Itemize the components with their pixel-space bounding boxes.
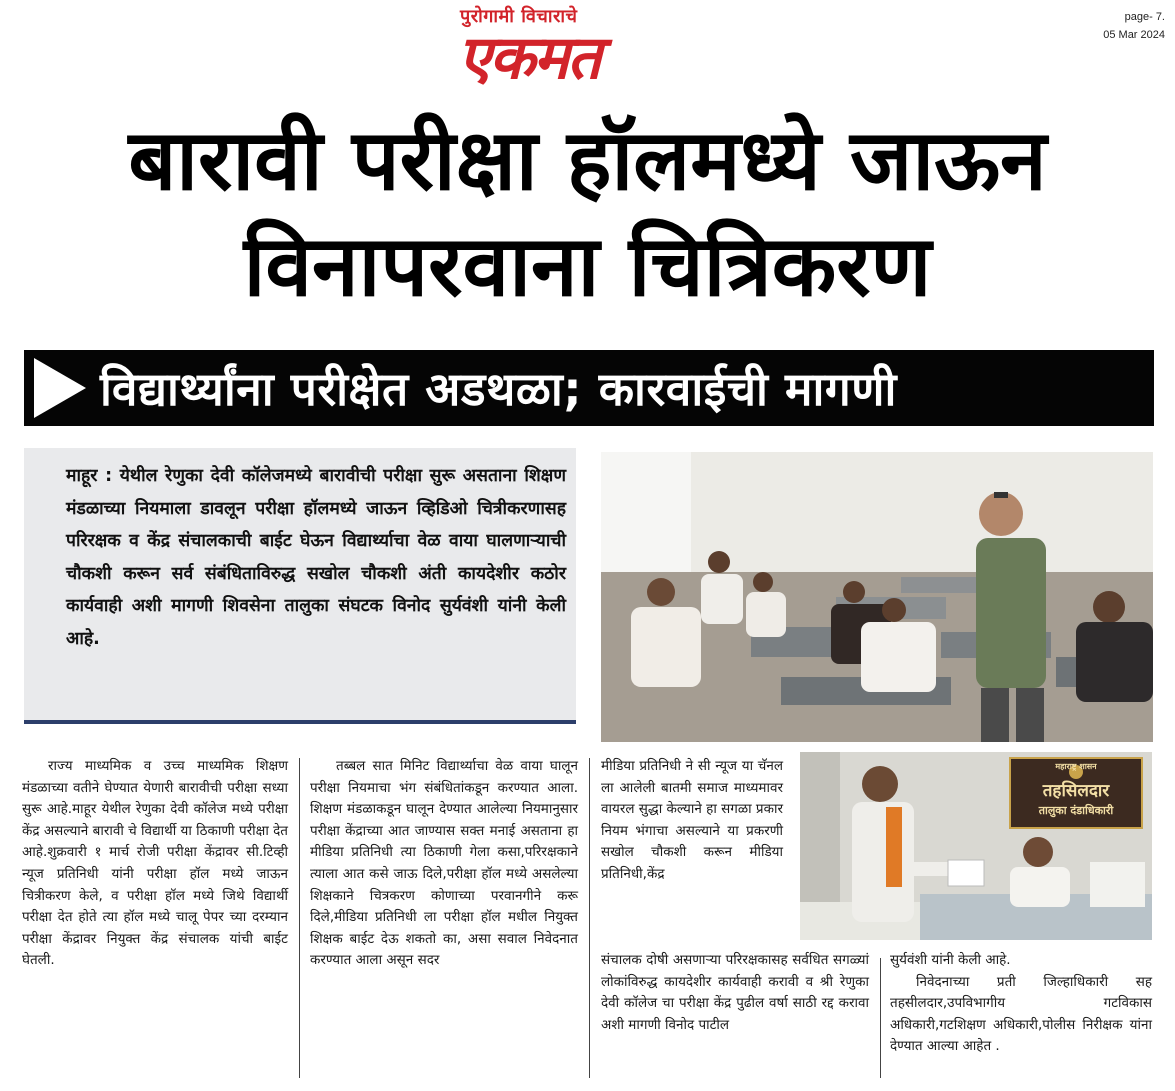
subheadline: विद्यार्थ्यांना परीक्षेत अडथळा; कारवाईची मागणी [100,362,897,416]
nameplate-top: महाराष्ट्र शासन [1055,762,1097,771]
headline-line-1: बारावी परीक्षा हॉलमध्ये जाऊन [128,111,1047,209]
lead-box [24,448,576,724]
nameplate-title: तहसिलदार [1042,781,1110,801]
publication-date: 05 Mar 2024 [1103,29,1165,41]
lead-paragraph: माहूर : येथील रेणुका देवी कॉलेजमध्ये बारावीची परीक्षा सुरू असताना शिक्षण मंडळाच्या नियमाला डावलून परीक्षा हॉलमध्ये जाऊन व्हिडिओ चित्रीकरणासह परिरक्षक व केंद्र संचालकाची बाईट घेऊन विद्यार्थ्याचा वेळ वाया घालणाऱ्याची चौकशी करून सर्व संबंधिताविरुद्ध सखोल चौकशी अंती कायदेशीर कठोर कार्यवाही अशी मागणी शिवसेना तालुका संघटक विनोद सुर्यवंशी यांनी केली आहे. [66,466,566,649]
article-column-1 [22,756,288,972]
article-paragraph: संचालक दोषी असणाऱ्या परिरक्षकासह सर्वधित सगळ्यां लोकांविरुद्ध कायदेशीर कार्यवाही करावी व श्री रेणुका देवी कॉलेज चा परीक्षा केंद्र पुढील वर्षा साठी रद्द करावा अशी मागणी विनोद पाटील [601,952,869,1033]
article-paragraph: निवेदनाच्या प्रती जिल्हाधिकारी सह तहसीलदार,उपविभागीय गटविकास अधिकारी,गटशिक्षण अधिकारी,पोलीस निरीक्षक यांना देण्यात आल्या आहेत . [890,973,1152,1055]
article-column-4 [890,950,1152,1058]
exam-hall-illustration [601,452,1153,742]
tahsildar-office-photo [800,752,1152,940]
nameplate-board [1010,762,1142,818]
article-paragraph: सुर्यवंशी यांनी केली आहे. [890,952,1011,968]
column-divider [880,958,881,1078]
subheadline-bar [24,350,1154,426]
headline-line-2: विनापरवाना चित्रिकरण [243,217,932,315]
masthead [430,4,730,96]
exam-hall-photo [601,452,1153,742]
column-divider [299,758,300,1078]
newspaper-logo: एकमत [458,23,600,93]
masthead-tagline: पुरोगामी विचाराचे [460,6,578,27]
article-column-2 [310,756,578,972]
column-divider [589,758,590,1078]
nameplate-sub: तालुका दंडाधिकारी [1038,804,1114,817]
article-paragraph: राज्य माध्यमिक व उच्च माध्यमिक शिक्षण मंडळाच्या वतीने घेण्यात येणारी बारावीची परीक्षा सध्या सुरू आहे.माहूर येथील रेणुका देवी कॉलेज मध्ये परीक्षा केंद्र असल्याने बारावी चे विद्यार्थी या ठिकाणी परीक्षा देत आहे.शुक्रवारी १ मार्च रोजी परीक्षा केंद्रावर सी.टिव्ही न्यूज प्रतिनिधी यांनी परीक्षा हॉल मध्ये जाऊन चित्रीकरण केले, व परीक्षा हॉल मध्ये जिथे विद्यार्थी परीक्षा देत होते त्या हॉल मध्ये चालू पेपर च्या दरम्यान परीक्षा केंद्रावर नियुक्त केंद्र संचालक यांची बाईट घेतली. [22,758,288,969]
page-number: page- 7. [1124,11,1165,23]
article-column-3-bottom [601,950,869,1036]
article-paragraph: मीडिया प्रतिनिधी ने सी न्यूज या चॅनल ला आलेली बातमी समाज माध्यमावर वायरल सुद्धा केल्याने हा सगळा प्रकार नियम भंगाचा असल्याने या प्रकरणी सखोल चौकशी करून मीडिया प्रतिनिधी,केंद्र [601,758,783,882]
play-arrow-icon [34,358,86,418]
article-column-3-top [601,756,783,886]
page-info [1103,8,1165,44]
article-paragraph: तब्बल सात मिनिट विद्यार्थ्याचा वेळ वाया घालून परीक्षा नियमाचा भंग संबंधितांकडून करण्यात आला. शिक्षण मंडळाकडून घालून देण्यात आलेल्या नियमानुसार परीक्षा केंद्राच्या आत जाण्यास सक्त मनाई असताना हा मीडिया प्रतिनिधी त्या ठिकाणी गेला कसा,परिरक्षकाने त्याला आत कसे जाऊ दिले,परीक्षा हॉल मध्ये असलेल्या शिक्षकाने चित्रकरण कोणाच्या परवानगीने करू दिले,मीडिया प्रतिनिधी ला परीक्षा हॉल मधील नियुक्त शिक्षक बाईट देऊ शकतो का, असा सवाल निवेदनात करण्यात आला असून सदर [310,758,578,969]
